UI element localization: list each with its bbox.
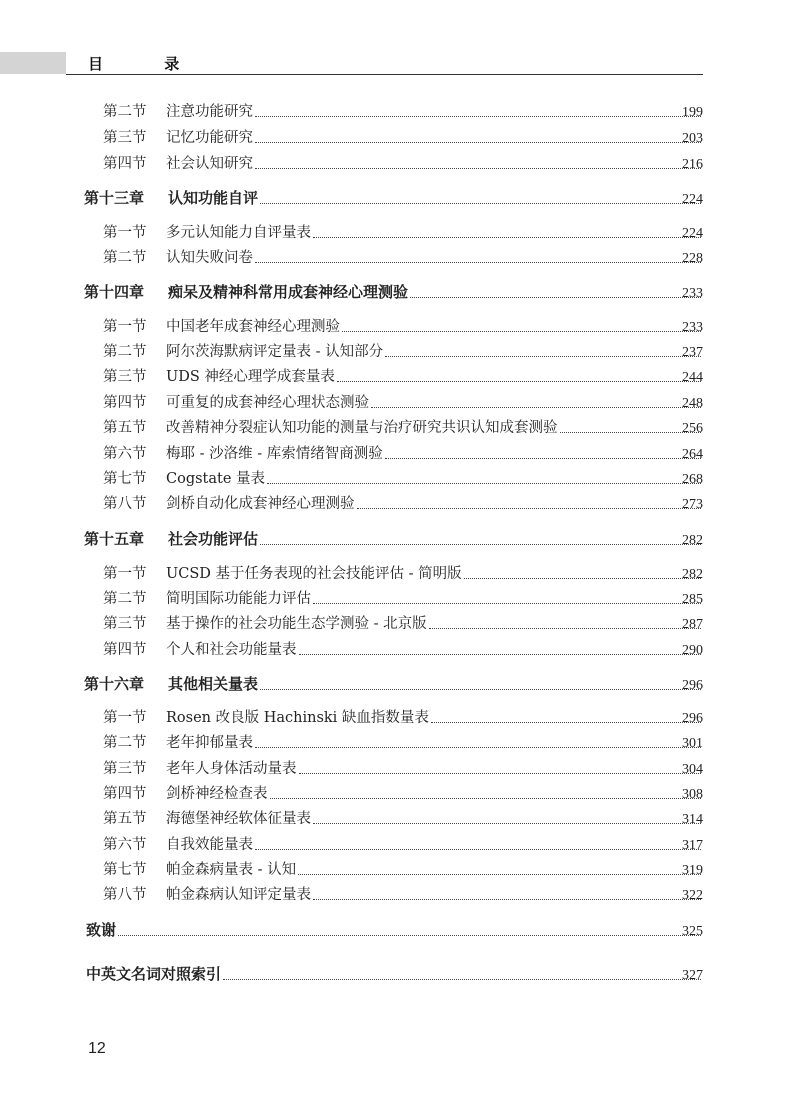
leader-dots	[260, 544, 701, 545]
chapter-number: 第十六章	[84, 675, 145, 693]
toc-entry[interactable]	[0, 188, 800, 210]
leader-dots	[299, 773, 702, 774]
entry-title-wrap	[166, 315, 703, 336]
entry-title-wrap	[168, 187, 703, 208]
toc-entry[interactable]	[0, 127, 800, 149]
entry-page-number: 228	[682, 251, 703, 266]
entry-page-number: 296	[682, 711, 703, 726]
entry-title: 可重复的成套神经心理状态测验	[166, 395, 369, 411]
toc-entry[interactable]	[0, 964, 800, 986]
entry-title-wrap	[166, 492, 703, 513]
entry-title: 剑桥神经检查表	[166, 786, 268, 802]
toc-entry[interactable]	[0, 859, 800, 881]
leader-dots	[260, 689, 701, 690]
section-number: 第五节	[103, 811, 147, 827]
leader-dots	[223, 979, 701, 980]
leader-dots	[560, 432, 702, 433]
entry-page-number: 199	[682, 105, 703, 120]
entry-page-number: 268	[682, 472, 703, 487]
section-number: 第七节	[103, 471, 147, 487]
leader-dots	[267, 483, 701, 484]
entry-title-wrap	[166, 883, 703, 904]
entry-title: 帕金森病量表 - 认知	[166, 862, 297, 878]
leader-dots	[260, 203, 701, 204]
entry-page-number: 216	[682, 157, 703, 172]
section-number: 第五节	[103, 420, 147, 436]
entry-title: 中英文名词对照索引	[86, 965, 222, 983]
entry-page-number: 224	[682, 192, 703, 207]
entry-page-number: 304	[682, 762, 703, 777]
section-number: 第二节	[103, 591, 147, 607]
leader-dots	[255, 262, 701, 263]
toc-entry[interactable]	[0, 493, 800, 515]
entry-title-wrap	[166, 858, 703, 879]
section-number: 第八节	[103, 887, 147, 903]
section-number: 第四节	[103, 395, 147, 411]
page-number: 12	[88, 1040, 106, 1057]
entry-page-number: 282	[682, 533, 703, 548]
entry-title-wrap	[166, 365, 703, 386]
leader-dots	[299, 654, 702, 655]
section-number: 第六节	[103, 837, 147, 853]
entry-title: 社会功能评估	[168, 530, 259, 548]
toc-entry[interactable]	[0, 783, 800, 805]
entry-title: 简明国际功能能力评估	[166, 591, 311, 607]
section-number: 第三节	[103, 761, 147, 777]
entry-title: 改善精神分裂症认知功能的测量与治疗研究共识认知成套测验	[166, 420, 558, 436]
entry-title: Rosen 改良版 Hachinski 缺血指数量表	[166, 710, 429, 726]
entry-title-wrap	[86, 919, 703, 940]
leader-dots	[429, 628, 701, 629]
toc-entry[interactable]	[0, 613, 800, 635]
section-number: 第四节	[103, 642, 147, 658]
entry-page-number: 325	[682, 924, 703, 939]
entry-title: 其他相关量表	[168, 675, 259, 693]
entry-page-number: 237	[682, 345, 703, 360]
entry-title-wrap	[166, 731, 703, 752]
section-number: 第四节	[103, 786, 147, 802]
entry-page-number: 317	[682, 838, 703, 853]
entry-page-number: 314	[682, 812, 703, 827]
section-number: 第一节	[103, 225, 147, 241]
entry-title: 剑桥自动化成套神经心理测验	[166, 496, 355, 512]
entry-title: 阿尔茨海默病评定量表 - 认知部分	[166, 344, 384, 360]
leader-dots	[464, 578, 701, 579]
toc-entry[interactable]	[0, 732, 800, 754]
entry-title: 痴呆及精神科常用成套神经心理测验	[168, 283, 409, 301]
entry-title-wrap	[166, 587, 703, 608]
entry-title-wrap	[166, 467, 703, 488]
entry-page-number: 264	[682, 447, 703, 462]
entry-title-wrap	[166, 416, 703, 437]
entry-title-wrap	[86, 963, 703, 984]
entry-page-number: 233	[682, 320, 703, 335]
section-number: 第三节	[103, 369, 147, 385]
toc-entry[interactable]	[0, 417, 800, 439]
entry-title: UCSD 基于任务表现的社会技能评估 - 简明版	[166, 566, 462, 582]
section-number: 第二节	[103, 104, 147, 120]
leader-dots	[357, 508, 702, 509]
leader-dots	[313, 823, 701, 824]
entry-page-number: 233	[682, 286, 703, 301]
entry-title: UDS 神经心理学成套量表	[166, 369, 335, 385]
leader-dots	[255, 747, 701, 748]
entry-title-wrap	[166, 833, 703, 854]
section-number: 第二节	[103, 344, 147, 360]
toc-entry[interactable]	[0, 366, 800, 388]
entry-title-wrap	[168, 281, 703, 302]
section-number: 第四节	[103, 156, 147, 172]
entry-title: 多元认知能力自评量表	[166, 225, 311, 241]
section-number: 第三节	[103, 130, 147, 146]
section-number: 第一节	[103, 566, 147, 582]
leader-dots	[298, 874, 701, 875]
section-number: 第三节	[103, 616, 147, 632]
section-number: 第二节	[103, 250, 147, 266]
leader-dots	[337, 381, 701, 382]
entry-title: 帕金森病认知评定量表	[166, 887, 311, 903]
entry-title-wrap	[166, 340, 703, 361]
entry-title: 老年人身体活动量表	[166, 761, 297, 777]
entry-title: 梅耶 - 沙洛维 - 库索情绪智商测验	[166, 446, 383, 462]
leader-dots	[270, 798, 702, 799]
entry-title-wrap	[166, 807, 703, 828]
entry-title: 记忆功能研究	[166, 130, 253, 146]
entry-page-number: 327	[682, 968, 703, 983]
toc-entry[interactable]	[0, 247, 800, 269]
toc-entry[interactable]	[0, 468, 800, 490]
toc-entry[interactable]	[0, 834, 800, 856]
entry-title: 自我效能量表	[166, 837, 253, 853]
entry-page-number: 282	[682, 567, 703, 582]
entry-title-wrap	[166, 757, 703, 778]
leader-dots	[118, 935, 701, 936]
entry-page-number: 301	[682, 736, 703, 751]
leader-dots	[385, 356, 701, 357]
section-number: 第二节	[103, 735, 147, 751]
entry-title: 认知功能自评	[168, 189, 259, 207]
entry-page-number: 273	[682, 497, 703, 512]
entry-title-wrap	[166, 612, 703, 633]
entry-title-wrap	[166, 442, 703, 463]
toc-entry[interactable]	[0, 529, 800, 551]
toc-entry[interactable]	[0, 563, 800, 585]
toc-entry[interactable]	[0, 443, 800, 465]
leader-dots	[313, 899, 701, 900]
entry-page-number: 296	[682, 678, 703, 693]
entry-page-number: 319	[682, 863, 703, 878]
entry-title: 海德堡神经软体征量表	[166, 811, 311, 827]
chapter-number: 第十五章	[84, 530, 145, 548]
entry-title-wrap	[166, 562, 703, 583]
leader-dots	[255, 849, 701, 850]
entry-title-wrap	[166, 100, 703, 121]
leader-dots	[371, 407, 701, 408]
entry-title-wrap	[166, 391, 703, 412]
section-number: 第六节	[103, 446, 147, 462]
entry-title: 注意功能研究	[166, 104, 253, 120]
entry-title: 认知失败问卷	[166, 250, 253, 266]
toc-entry[interactable]	[0, 282, 800, 304]
section-number: 第一节	[103, 710, 147, 726]
leader-dots	[431, 722, 701, 723]
entry-title-wrap	[166, 782, 703, 803]
entry-title: 社会认知研究	[166, 156, 253, 172]
running-header-title: 目 录	[88, 55, 208, 73]
toc-entry[interactable]	[0, 392, 800, 414]
toc-entry[interactable]	[0, 222, 800, 244]
entry-title-wrap	[168, 528, 703, 549]
entry-title: Cogstate 量表	[166, 471, 266, 487]
toc-entry[interactable]	[0, 101, 800, 123]
entry-title: 个人和社会功能量表	[166, 642, 297, 658]
entry-page-number: 248	[682, 396, 703, 411]
leader-dots	[410, 297, 701, 298]
leader-dots	[255, 168, 701, 169]
leader-dots	[313, 237, 701, 238]
toc-entry[interactable]	[0, 808, 800, 830]
entry-page-number: 322	[682, 888, 703, 903]
toc-entry[interactable]	[0, 316, 800, 338]
toc-entry[interactable]	[0, 341, 800, 363]
entry-page-number: 290	[682, 643, 703, 658]
toc-entry[interactable]	[0, 884, 800, 906]
entry-title: 基于操作的社会功能生态学测验 - 北京版	[166, 616, 427, 632]
entry-page-number: 287	[682, 617, 703, 632]
entry-page-number: 224	[682, 226, 703, 241]
leader-dots	[255, 142, 701, 143]
toc-entry[interactable]	[0, 674, 800, 696]
entry-title-wrap	[168, 673, 703, 694]
chapter-number: 第十四章	[84, 283, 145, 301]
entry-title: 老年抑郁量表	[166, 735, 253, 751]
entry-page-number: 256	[682, 421, 703, 436]
toc-entry[interactable]	[0, 588, 800, 610]
section-number: 第八节	[103, 496, 147, 512]
entry-page-number: 244	[682, 370, 703, 385]
entry-title-wrap	[166, 152, 703, 173]
leader-dots	[313, 603, 701, 604]
toc-entry[interactable]	[0, 707, 800, 729]
entry-title: 中国老年成套神经心理测验	[166, 319, 340, 335]
section-number: 第七节	[103, 862, 147, 878]
entry-page-number: 203	[682, 131, 703, 146]
entry-title-wrap	[166, 638, 703, 659]
toc-entry[interactable]	[0, 758, 800, 780]
toc-entry[interactable]	[0, 639, 800, 661]
entry-title-wrap	[166, 221, 703, 242]
section-number: 第一节	[103, 319, 147, 335]
entry-title: 致谢	[86, 921, 117, 939]
entry-title-wrap	[166, 126, 703, 147]
leader-dots	[342, 331, 701, 332]
toc-entry[interactable]	[0, 920, 800, 942]
entry-title-wrap	[166, 246, 703, 267]
leader-dots	[385, 458, 701, 459]
chapter-number: 第十三章	[84, 189, 145, 207]
toc-entry[interactable]	[0, 153, 800, 175]
entry-page-number: 285	[682, 592, 703, 607]
entry-page-number: 308	[682, 787, 703, 802]
leader-dots	[255, 116, 701, 117]
entry-title-wrap	[166, 706, 703, 727]
